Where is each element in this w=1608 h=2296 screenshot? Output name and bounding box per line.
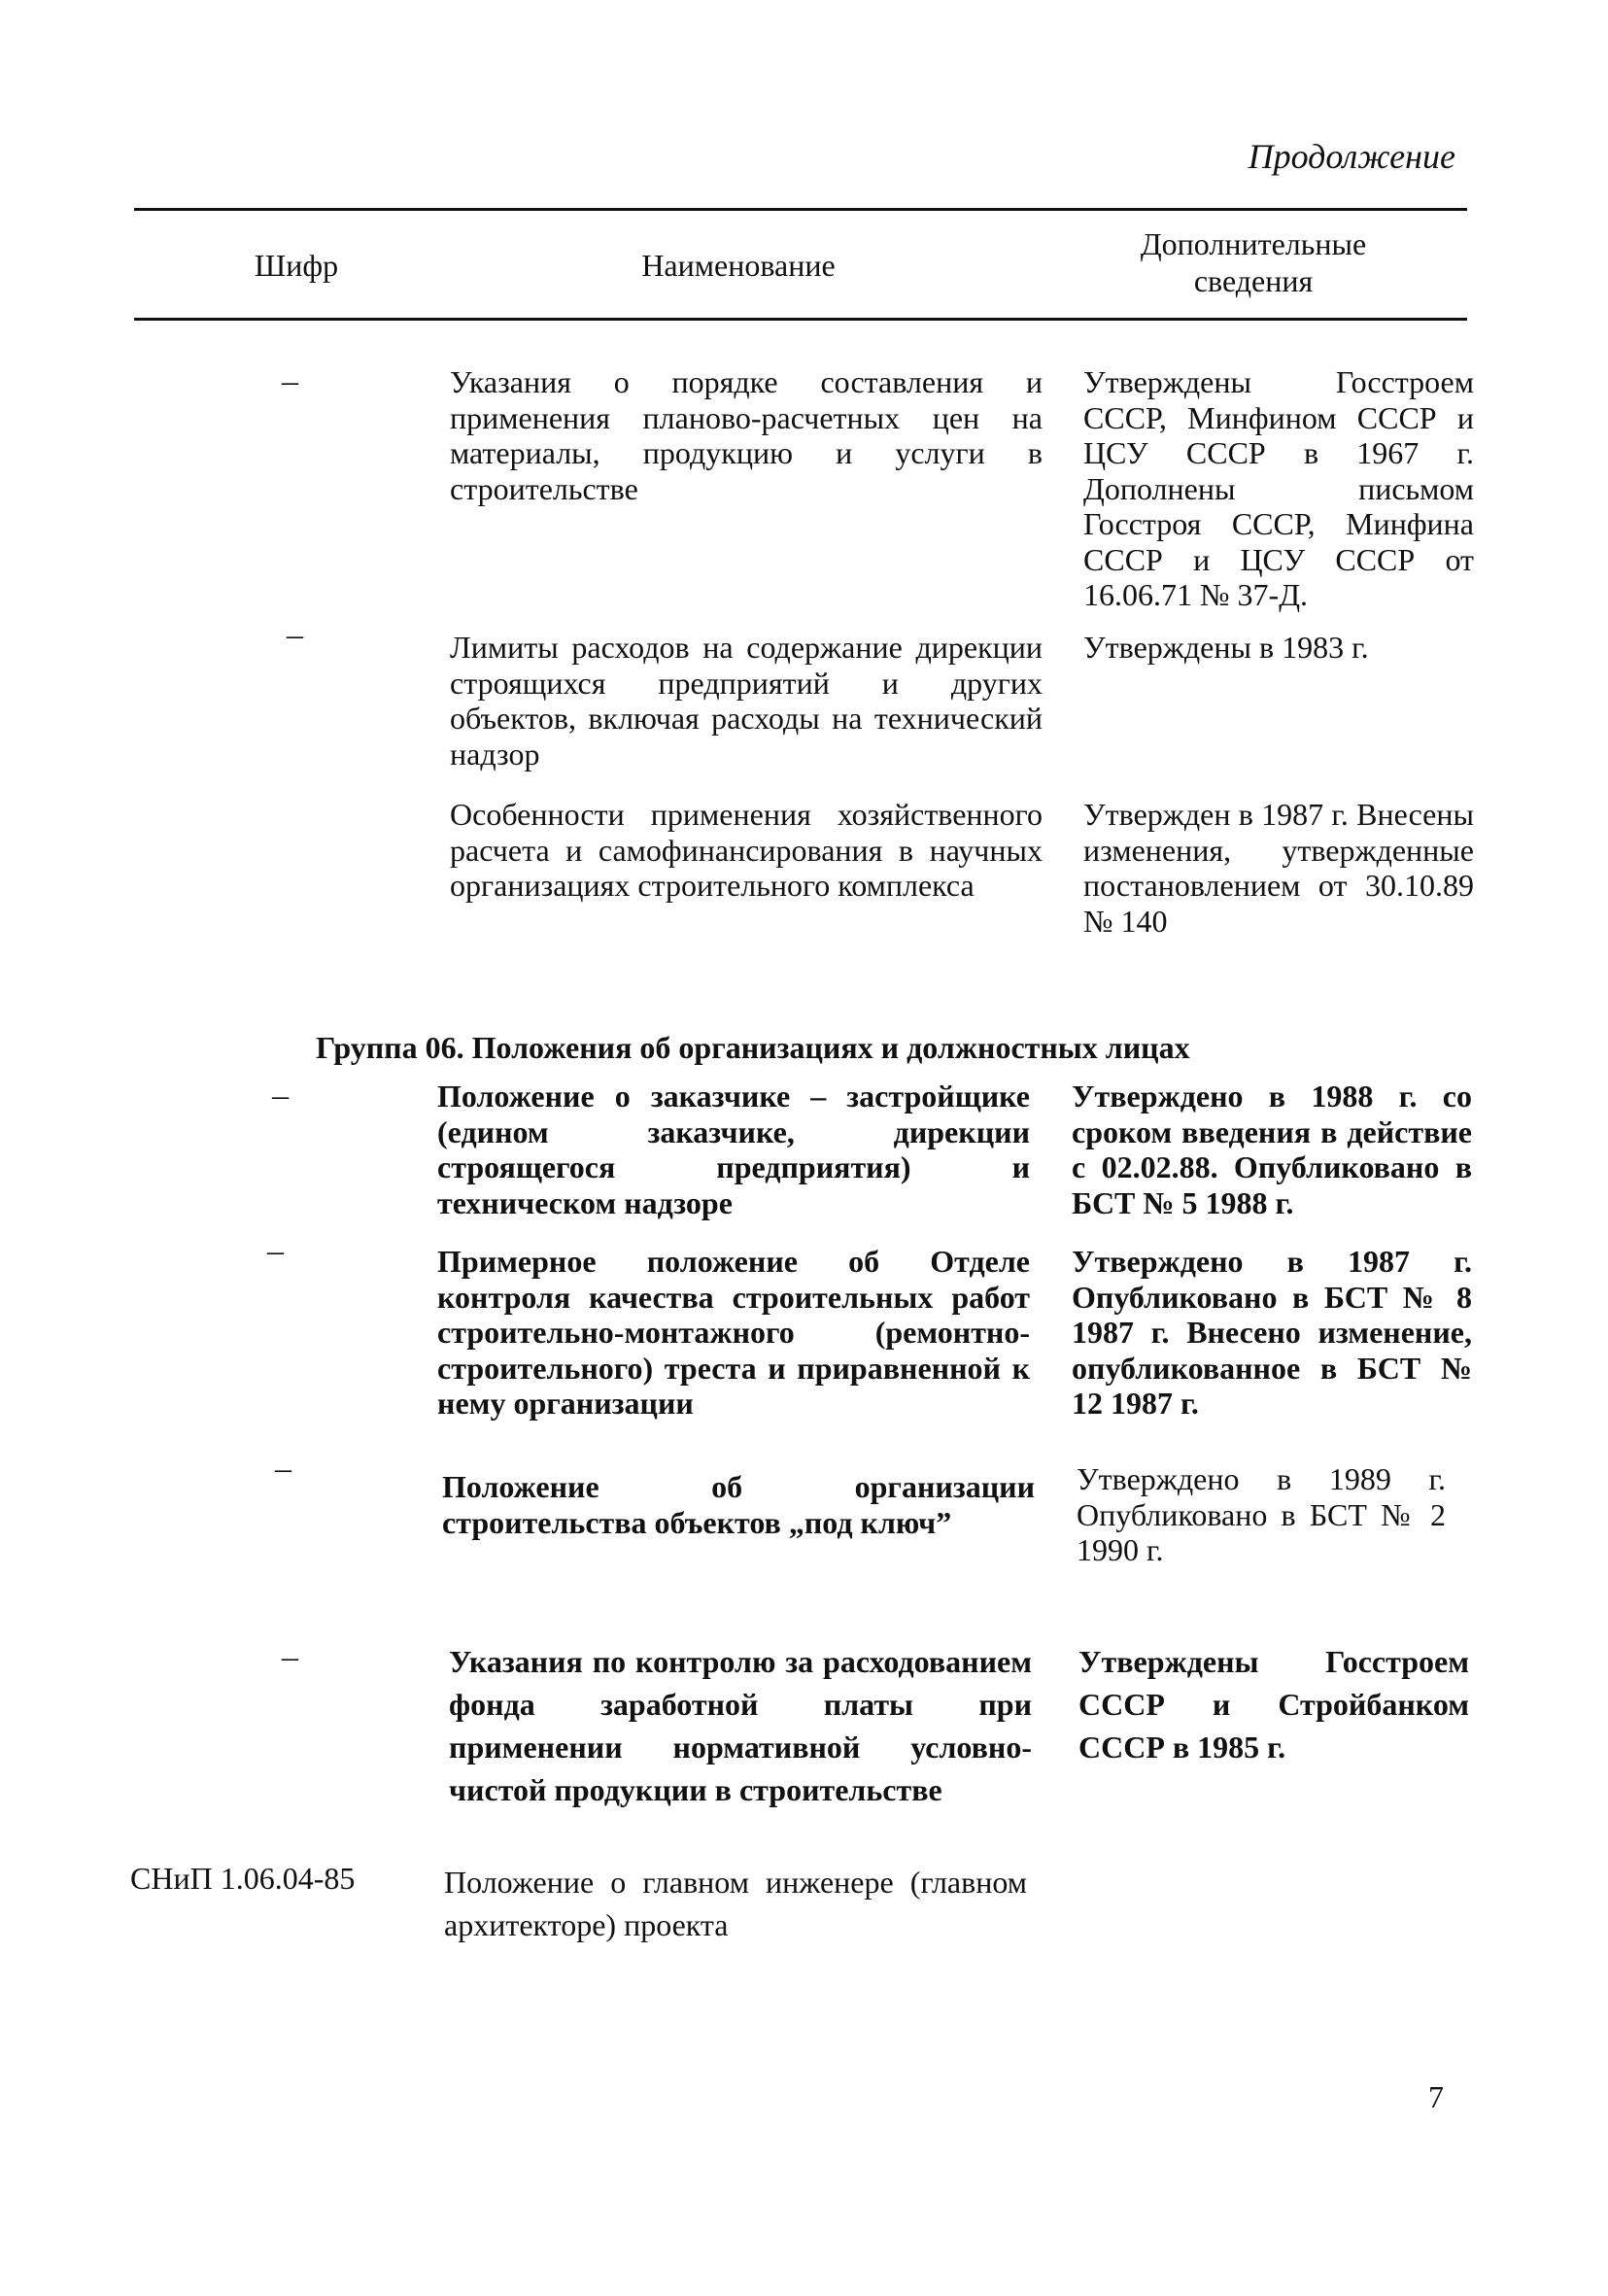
- row-info: Утверждены Госстроем СССР и Стройбанком СССР в 1985 г.: [1078, 1644, 1469, 1765]
- row-name: Примерное положение об Отделе контроля качества строительных работ строительно-монтажного (ремонтно-строительного) треста и приравненной к нему организации: [437, 1244, 1030, 1421]
- row-code: –: [267, 1233, 284, 1269]
- row-name: Положение о главном инженере (главном архитекторе) проекта: [444, 1865, 1027, 1942]
- group-title: Группа 06. Положения об организациях и должностных лицах: [316, 1030, 1190, 1065]
- row-info: Утверждено в 1989 г. Опубликовано в БСТ № 2 1990 г.: [1077, 1461, 1446, 1567]
- row-name: Лимиты расходов на содержание дирекции строящихся предприятий и других объектов, включая расходы на технический надзор: [450, 630, 1043, 771]
- row-info: Утверждены в 1983 г.: [1083, 630, 1369, 665]
- header-name: Наименование: [641, 248, 836, 283]
- row-info: Утвержден в 1987 г. Внесены изменения, утвержденные постановлением от 30.10.89 № 140: [1083, 797, 1474, 939]
- row-name: Указания о порядке составления и применения планово-расчетных цен на материалы, продукцию и услуги в строительстве: [450, 364, 1043, 506]
- row-info: Утверждено в 1987 г. Опубликовано в БСТ № 8 1987 г. Внесено изменение, опубликованное в БСТ № 12 1987 г.: [1072, 1244, 1472, 1421]
- row-code: –: [272, 1078, 289, 1114]
- row-code: –: [282, 1639, 298, 1675]
- header-top-rule: [134, 208, 1467, 211]
- row-code: –: [287, 617, 303, 653]
- header-info: [1069, 225, 1438, 299]
- row-name: Указания по контролю за расходованием фонда заработной платы при применении нормативной условно-чистой продукции в строительстве: [449, 1644, 1032, 1807]
- header-bottom-rule: [134, 318, 1467, 321]
- continued-label: Продолжение: [1248, 137, 1455, 176]
- row-code: СНиП 1.06.04-85: [130, 1861, 356, 1896]
- row-name: Положение о заказчике – застройщике (едином заказчике, дирекции строящегося предприятия) и техническом надзоре: [437, 1079, 1030, 1220]
- row-name: Положение об организации строительства объектов „под ключ”: [442, 1469, 1035, 1540]
- row-name: Особенности применения хозяйственного расчета и самофинансирования в научных организациях строительного комплекса: [450, 797, 1043, 903]
- header-code: Шифр: [254, 248, 339, 283]
- header-info-line1: Дополнительные: [1140, 226, 1367, 261]
- header-info-line2: сведения: [1193, 263, 1314, 298]
- row-code: –: [282, 363, 298, 399]
- row-code: –: [275, 1451, 291, 1487]
- row-info: Утверждено в 1988 г. со сроком введения в действие с 02.02.88. Опубликовано в БСТ № 5 1988 г.: [1072, 1079, 1472, 1220]
- page-number: 7: [1428, 2079, 1444, 2114]
- row-info: Утверждены Госстроем СССР, Минфином СССР и ЦСУ СССР в 1967 г. Дополнены письмом Госстроя СССР, Минфина СССР и ЦСУ СССР от 16.06.71 № 37-Д.: [1083, 364, 1474, 612]
